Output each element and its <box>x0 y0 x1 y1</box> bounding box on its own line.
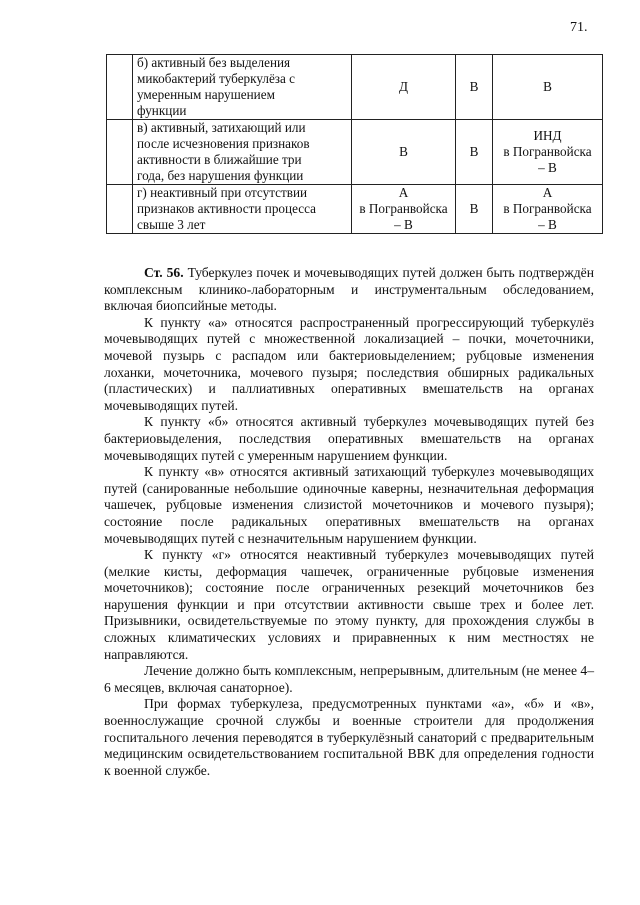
category-value: В <box>399 144 408 159</box>
category-cell-1 <box>352 55 456 120</box>
article-body <box>104 265 594 779</box>
category-value: ИНД <box>533 128 562 143</box>
body-paragraph: При формах туберкулеза, предусмотренных пунктами «а», «б» и «в», военнослужащие срочной службы и военные строители для продолжения госпитального лечения переводятся в туберкулёзный санаторий с предварительным медицинским освидетельствованием госпитальной ВВК для определения годности к военной службе. <box>104 696 594 778</box>
category-value: в Погранвойска <box>503 144 592 159</box>
description-line: функции <box>137 103 187 118</box>
article-intro-text: Туберкулез почек и мочевыводящих путей должен быть подтверждён комплексным клинико-лабораторным и инструментальным обследованием, включая биопсийные методы. <box>104 265 594 314</box>
description-line: года, без нарушения функции <box>137 168 304 183</box>
category-value: – В <box>394 217 413 232</box>
category-cell-2 <box>456 55 493 120</box>
category-value: А <box>398 185 409 200</box>
category-value: в Погранвойска <box>503 201 592 216</box>
fitness-category-table <box>106 54 603 234</box>
category-cell-3 <box>493 120 603 185</box>
body-paragraph: Лечение должно быть комплексным, непрерывным, длительным (не менее 4–6 месяцев, включая санаторное). <box>104 663 594 695</box>
category-cell-3 <box>493 55 603 120</box>
category-value: – В <box>538 217 557 232</box>
category-value: В <box>469 79 479 94</box>
category-value: Д <box>399 79 408 94</box>
category-cell-2 <box>456 185 493 234</box>
article-column-cell <box>107 185 133 234</box>
category-value: В <box>469 144 479 159</box>
category-cell-2 <box>456 120 493 185</box>
description-line: свыше 3 лет <box>137 217 206 232</box>
description-line: признаков активности процесса <box>137 201 316 216</box>
description-line: активности в ближайшие три <box>137 152 302 167</box>
description-line: г) неактивный при отсутствии <box>137 185 308 200</box>
body-paragraph: К пункту «г» относятся неактивный туберкулез мочевыводящих путей (мелкие кисты, деформация чашечек, ограниченные рубцовые изменения мочеточников); состояние после ограниченных резекций мочеточников без нарушения функции и при отсутствии активности свыше трех и более лет. Призывники, освидетельствуемые по этому пункту, для прохождения службы в сложных климатических условиях и приравненных к ним местностях не направляются. <box>104 547 594 662</box>
category-value: В <box>469 201 479 216</box>
description-line: б) активный без выделения <box>137 55 291 70</box>
table-row <box>107 55 603 120</box>
category-cell-1 <box>352 185 456 234</box>
description-line: умеренным нарушением <box>137 87 275 102</box>
body-paragraph: К пункту «в» относятся активный затихающий туберкулез мочевыводящих путей (санированные небольшие одиночные каверны, незначительная деформация чашечек, рубцовые изменения слизистой мочеточников и мочевого пузыря); состояние после радикальных оперативных вмешательств на органах мочевыводящих путей с незначительным нарушением функции. <box>104 464 594 546</box>
body-paragraph: К пункту «а» относятся распространенный прогрессирующий туберкулёз мочевыводящих путей с множественной локализацией – почки, мочеточники, мочевой пузырь с распадом или бактериовыделением; рубцовые изменения лоханки, мочеточника, мочевого пузыря; последствия обширных радикальных (пластических) и паллиативных оперативных вмешательств на органах мочевыводящих путей. <box>104 314 594 413</box>
category-cell-3 <box>493 185 603 234</box>
description-line: после исчезновения признаков <box>137 136 310 151</box>
category-value: – В <box>538 160 557 175</box>
page-number: 71. <box>570 20 588 35</box>
category-value: В <box>543 79 552 94</box>
body-paragraph: К пункту «б» относятся активный туберкулез мочевыводящих путей без бактериовыделения, последствия оперативных вмешательств на органах мочевыводящих путей с умеренным нарушением функции. <box>104 414 594 463</box>
table-row <box>107 185 603 234</box>
article-intro-paragraph <box>104 265 594 315</box>
category-table <box>106 54 603 234</box>
row-description <box>133 55 352 120</box>
article-label: Ст. 56. <box>144 265 184 280</box>
category-value: А <box>542 185 553 200</box>
row-description <box>133 120 352 185</box>
article-column-cell <box>107 120 133 185</box>
description-line: микобактерий туберкулёза с <box>137 71 296 86</box>
article-column-cell <box>107 55 133 120</box>
category-cell-1 <box>352 120 456 185</box>
table-row <box>107 120 603 185</box>
row-description <box>133 185 352 234</box>
description-line: в) активный, затихающий или <box>137 120 306 135</box>
category-value: в Погранвойска <box>359 201 448 216</box>
